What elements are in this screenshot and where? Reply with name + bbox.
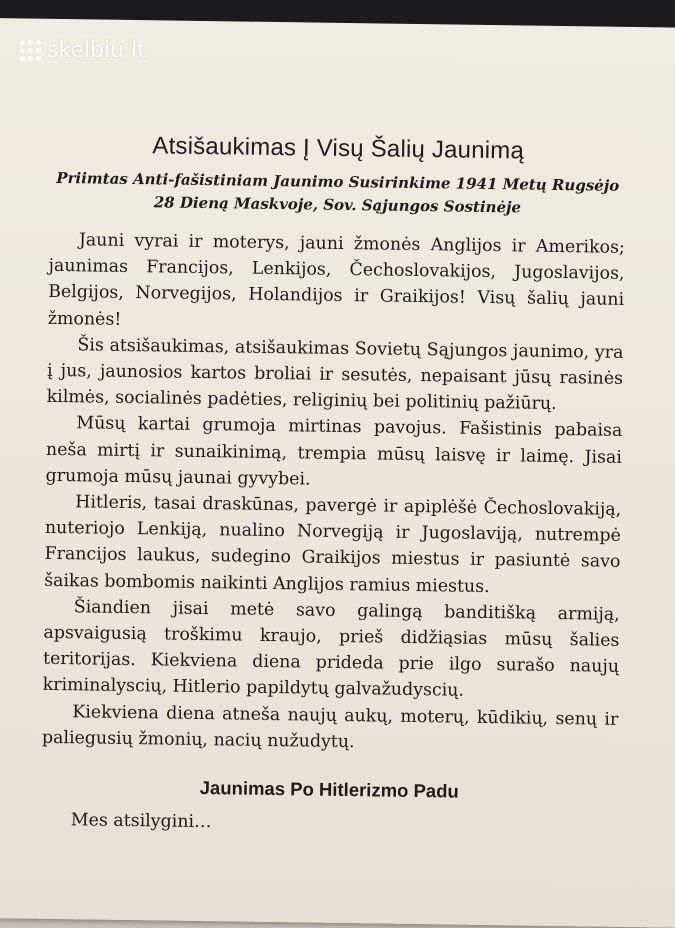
body-text <box>42 227 625 759</box>
page-content <box>41 131 627 841</box>
paragraph-3: Mūsų kartai grumoja mirtinas pavojus. Fašistinis pabaisa neša mirtį ir sunaikinimą, trempia mūsų laisvę ir laimę. Jisai grumoja mūsų jaunai gyvybei. <box>45 413 623 490</box>
watermark-text: skelbiu.lt <box>47 38 146 63</box>
paragraph-1: Jauni vyrai ir moterys, jauni žmonės Anglijos ir Amerikos; jaunimas Francijos, Lenkijos, Čechoslovakijos, Jugoslavijos, Belgijos, Norvegijos, Holandijos ir Graikijos! Visų šalių jauni žmonės! <box>47 230 625 330</box>
paragraph-6: Kiekviena diena atneša naujų aukų, moterų, kūdikių, senų ir paliegusių žmonių, nacių nužudytų. <box>41 701 619 753</box>
skelbiu-watermark <box>20 38 146 63</box>
paragraph-5: Šiandien jisai metė savo galingą banditišką armiją, apsvaigusią troškimu kraujo, prieš didžiąsias mūsų šalies teritorijas. Kiekviena diena prideda prie ilgo surašo naujų kriminalyscių, Hitlerio papildytų galvažudyscių. <box>42 597 620 702</box>
paragraph-2: Šis atsišaukimas, atsišaukimas Sovietų Sąjungos jaunimo, yra į jus, jaunosios kartos broliai ir sesutės, nepaisant jūsų rasinės kilmės, socialinės padėties, religinių bei politinių pažiūrų. <box>46 335 624 415</box>
paragraph-4: Hitleris, tasai draskūnas, pavergė ir apiplėšė Čechoslovakiją, nuteriojo Lenkiją, nualino Norvegiją ir Jugoslaviją, nutrempė Francijos laukus, sudegino Graikijos miestus ir pasiuntė savo šaikas bombomis naikinti Anglijos ramius miestus. <box>44 492 622 597</box>
document-subtitle: Priimtas Anti-fašistiniam Jaunimo Susirinkime 1941 Metų Rugsėjo 28 Dieną Maskvoje, Sov. Sąjungos Sostinėje <box>56 168 620 217</box>
cut-off-line: Mes atsilygini… <box>70 810 212 833</box>
book-page <box>0 18 675 928</box>
document-title: Atsišaukimas Į Visų Šalių Jaunimą <box>152 132 525 165</box>
section-heading: Jaunimas Po Hitlerizmo Padu <box>199 777 459 802</box>
dots-logo-icon <box>20 40 41 61</box>
